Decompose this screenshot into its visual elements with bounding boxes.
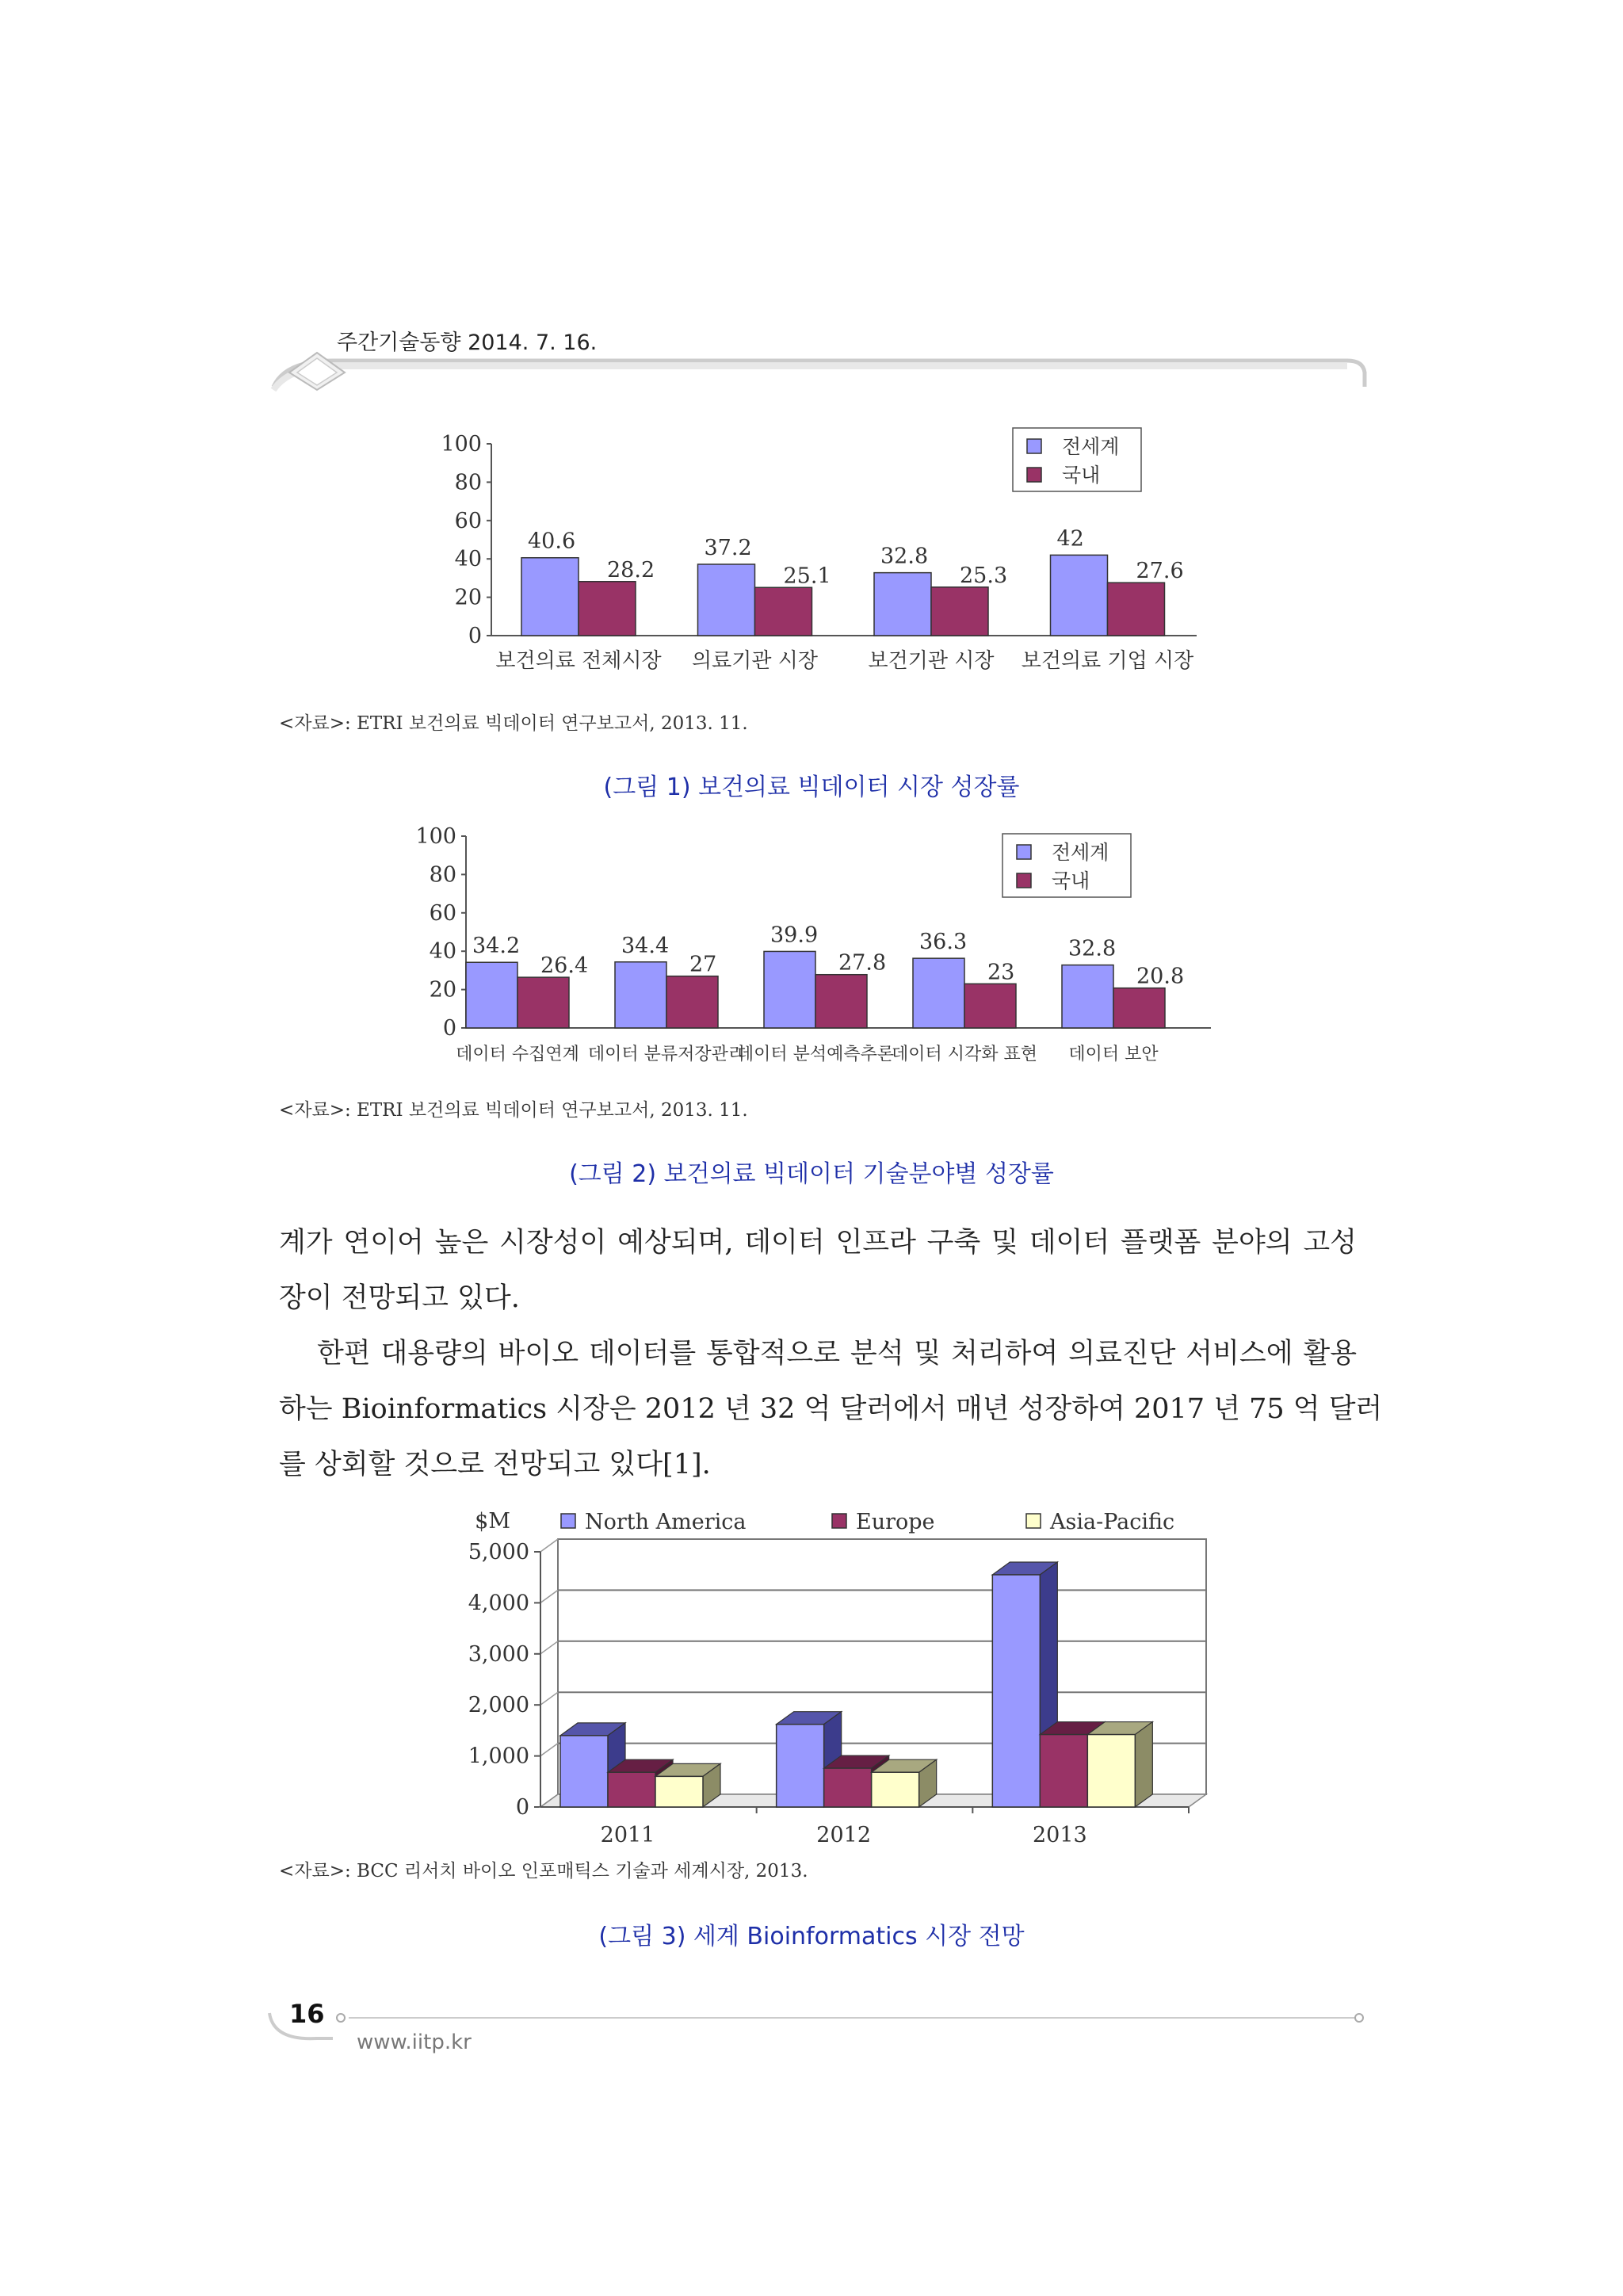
data-label: 20.8 xyxy=(1136,964,1185,989)
bar xyxy=(655,1776,703,1807)
data-label: 27.8 xyxy=(838,950,887,976)
y-tick-label: 2,000 xyxy=(468,1693,529,1718)
y-tick-label: 5,000 xyxy=(468,1540,529,1564)
bar xyxy=(872,1772,919,1807)
bar xyxy=(1087,1735,1135,1807)
category-label: 2012 xyxy=(816,1823,872,1847)
bar xyxy=(824,1768,872,1807)
legend-label: 전세계 xyxy=(1062,435,1120,458)
category-label: 데이터 시각화 표현 xyxy=(891,1045,1038,1064)
data-label: 40.6 xyxy=(528,529,576,554)
legend-label: North America xyxy=(585,1510,747,1534)
body-line-1: 계가 연이어 높은 시장성이 예상되며, 데이터 인프라 구축 및 데이터 플랫폼 분야의 고성 xyxy=(279,1227,1357,1259)
figure3-source: <자료>: BCC 리서치 바이오 인포매틱스 기술과 세계시장, 2013. xyxy=(279,1861,808,1881)
legend-swatch xyxy=(832,1514,846,1528)
y-tick-label: 80 xyxy=(454,470,482,495)
category-label: 2011 xyxy=(600,1823,655,1847)
y-tick-label: 100 xyxy=(415,824,456,849)
data-label: 34.4 xyxy=(621,933,670,958)
category-label: 보건기관 시장 xyxy=(868,649,995,673)
y-tick-label: 3,000 xyxy=(468,1641,529,1667)
bar-side xyxy=(1135,1722,1152,1807)
figure2-source: <자료>: ETRI 보건의료 빅데이터 연구보고서, 2013. 11. xyxy=(279,1100,748,1121)
data-label: 32.8 xyxy=(880,544,929,569)
legend-label: 국내 xyxy=(1062,464,1101,487)
data-label: 34.2 xyxy=(472,934,521,959)
y-tick-label: 20 xyxy=(454,585,482,610)
data-label: 36.3 xyxy=(919,930,968,955)
legend-label: 전세계 xyxy=(1052,841,1109,864)
body-line-4: 하는 Bioinformatics 시장은 2012 년 32 억 달러에서 매년 성장하여 2017 년 75 억 달러 xyxy=(279,1393,1383,1425)
data-label: 27 xyxy=(689,952,717,977)
body-line-3: 한편 대용량의 바이오 데이터를 통합적으로 분석 및 처리하여 의료진단 서비스에 활용 xyxy=(317,1338,1357,1370)
y-tick-label: 20 xyxy=(429,977,456,1003)
body-line-2: 장이 전망되고 있다. xyxy=(279,1282,520,1314)
data-label: 42 xyxy=(1056,526,1084,552)
gridline-side xyxy=(540,1744,558,1756)
bar xyxy=(560,1736,608,1807)
gridline-side xyxy=(540,1641,558,1654)
data-label: 27.6 xyxy=(1136,559,1184,584)
page-number: 16 xyxy=(289,1999,325,2029)
y-tick-label: 60 xyxy=(454,508,482,533)
y-tick-label: 80 xyxy=(429,862,456,888)
legend-label: Asia-Pacific xyxy=(1050,1510,1175,1534)
body-line-5: 를 상회할 것으로 전망되고 있다[1]. xyxy=(279,1449,711,1480)
y-tick-label: 40 xyxy=(429,939,456,965)
category-label: 2013 xyxy=(1032,1823,1087,1847)
figure2-caption: (그림 2) 보건의료 빅데이터 기술분야별 성장률 xyxy=(569,1160,1054,1188)
bar xyxy=(992,1575,1040,1807)
legend-label: 국내 xyxy=(1052,869,1090,892)
gridline-side xyxy=(540,1692,558,1705)
y-tick-label: 4,000 xyxy=(468,1591,529,1616)
legend-swatch xyxy=(561,1514,575,1528)
y-axis-unit: $M xyxy=(475,1509,510,1534)
header-title: 주간기술동향 2014. 7. 16. xyxy=(337,330,598,355)
bar xyxy=(777,1725,824,1807)
y-tick-label: 0 xyxy=(442,1016,456,1041)
category-label: 의료기관 시장 xyxy=(692,649,818,673)
category-label: 데이터 수집연계 xyxy=(456,1045,579,1064)
data-label: 32.8 xyxy=(1068,936,1117,961)
footer-url: www.iitp.kr xyxy=(357,2030,472,2054)
figure1-source: <자료>: ETRI 보건의료 빅데이터 연구보고서, 2013. 11. xyxy=(279,713,748,734)
y-tick-label: 0 xyxy=(468,624,482,648)
y-tick-label: 40 xyxy=(454,547,482,572)
data-label: 26.4 xyxy=(540,953,589,979)
gridline-side xyxy=(540,1539,558,1552)
data-label: 23 xyxy=(987,960,1015,985)
category-label: 보건의료 기업 시장 xyxy=(1021,649,1194,673)
data-label: 28.2 xyxy=(607,557,655,583)
data-label: 37.2 xyxy=(704,535,752,560)
y-tick-label: 60 xyxy=(429,900,456,926)
gridline-side xyxy=(540,1590,558,1603)
data-label: 25.1 xyxy=(783,563,831,589)
data-label: 25.3 xyxy=(960,563,1008,588)
legend-label: Europe xyxy=(856,1510,935,1534)
category-label: 데이터 분석예측추론 xyxy=(736,1045,895,1064)
bar xyxy=(1040,1735,1087,1807)
data-label: 39.9 xyxy=(770,923,819,948)
figure1-caption: (그림 1) 보건의료 빅데이터 시장 성장률 xyxy=(603,774,1020,801)
category-label: 데이터 보안 xyxy=(1068,1045,1159,1064)
legend-swatch xyxy=(1026,1514,1041,1528)
y-tick-label: 100 xyxy=(441,432,482,457)
bar xyxy=(608,1772,655,1807)
y-tick-label: 0 xyxy=(515,1795,529,1820)
category-label: 보건의료 전체시장 xyxy=(495,649,662,673)
category-label: 데이터 분류저장관리 xyxy=(587,1045,746,1064)
figure3-caption: (그림 3) 세계 Bioinformatics 시장 전망 xyxy=(598,1923,1025,1950)
y-tick-label: 1,000 xyxy=(468,1744,529,1769)
